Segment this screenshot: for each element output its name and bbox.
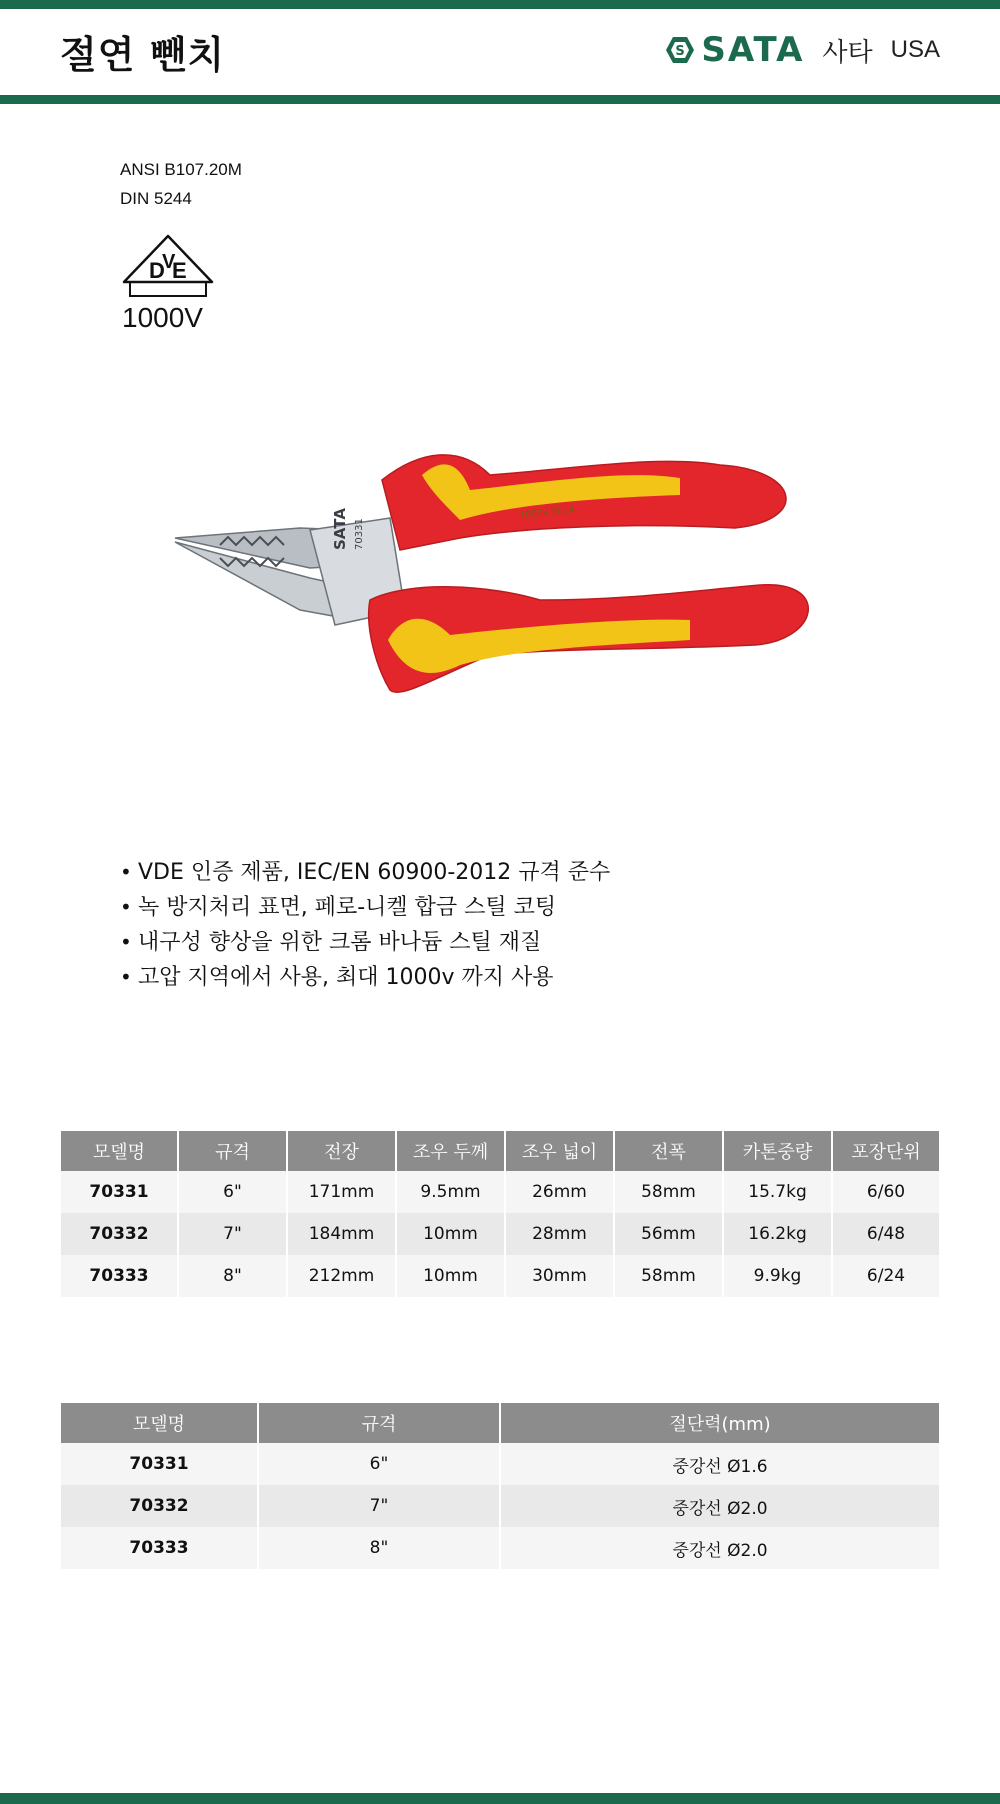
spec-cell: 6/48 (832, 1213, 939, 1255)
cutting-capacity-table (61, 1403, 939, 1569)
vde-voltage-rating: 1000V (122, 302, 203, 333)
spec-cell: 9.9kg (723, 1255, 832, 1297)
spec-cell: 58mm (614, 1255, 723, 1297)
spec-cell: 7" (178, 1213, 287, 1255)
table-row (61, 1527, 939, 1569)
top-accent-bar (0, 0, 1000, 9)
insulated-pliers-image (160, 450, 830, 720)
spec-cell: 171mm (287, 1171, 396, 1213)
spec-cell: 10mm (396, 1255, 505, 1297)
feature-item: • 내구성 향상을 위한 크롬 바나듐 스틸 재질 (120, 925, 610, 960)
spec-header-cell: 전장 (287, 1131, 396, 1171)
spec-cell-model: 70333 (61, 1255, 178, 1297)
spec-cell: 6/24 (832, 1255, 939, 1297)
spec-cell: 16.2kg (723, 1213, 832, 1255)
spec-cell: 15.7kg (723, 1171, 832, 1213)
svg-text:S: S (675, 44, 686, 59)
table-row (61, 1171, 939, 1213)
spec-cell: 26mm (505, 1171, 614, 1213)
cut-table-header-row (61, 1403, 939, 1443)
brand-wordmark: SATA (701, 30, 805, 70)
cut-cell: 중강선 Ø1.6 (500, 1443, 939, 1485)
cut-cell: 중강선 Ø2.0 (500, 1527, 939, 1569)
spec-cell: 6/60 (832, 1171, 939, 1213)
spec-header-cell: 카톤중량 (723, 1131, 832, 1171)
sata-emblem-icon (665, 35, 695, 65)
spec-cell-model: 70331 (61, 1171, 178, 1213)
spec-cell: 10mm (396, 1213, 505, 1255)
spec-header-cell: 조우 넓이 (505, 1131, 614, 1171)
header-divider-bar (0, 95, 1000, 104)
cut-header-cell: 모델명 (61, 1403, 258, 1443)
handle-rating-imprint: 1000V 2014 (519, 505, 575, 521)
spec-cell: 6" (178, 1171, 287, 1213)
feature-item: • 고압 지역에서 사용, 최대 1000v 까지 사용 (120, 960, 610, 995)
page-title: 절연 뺀치 (60, 33, 226, 77)
spec-header-cell: 포장단위 (832, 1131, 939, 1171)
spec-cell: 8" (178, 1255, 287, 1297)
vde-letter-v: V (162, 251, 176, 273)
feature-item: • VDE 인증 제품, IEC/EN 60900-2012 규격 준수 (120, 855, 610, 890)
vde-letter-e: E (172, 258, 187, 283)
spec-cell: 9.5mm (396, 1171, 505, 1213)
sata-logo (665, 30, 804, 70)
table-row (61, 1255, 939, 1297)
table-row (61, 1485, 939, 1527)
bottom-accent-bar (0, 1793, 1000, 1804)
spec-cell: 212mm (287, 1255, 396, 1297)
brand-korean-name: 사타 (822, 37, 873, 68)
brand-region: USA (890, 36, 940, 63)
vde-letter-d: D (149, 258, 165, 283)
cut-cell-model: 70332 (61, 1485, 258, 1527)
spec-header-cell: 모델명 (61, 1131, 178, 1171)
feature-list (120, 855, 610, 995)
cut-cell: 7" (258, 1485, 500, 1527)
cut-header-cell: 규격 (258, 1403, 500, 1443)
feature-item: • 녹 방지처리 표면, 페로-니켈 합금 스틸 코팅 (120, 890, 610, 925)
spec-table (61, 1131, 939, 1297)
pliers-model-imprint: 70331 (354, 518, 365, 550)
cut-cell: 8" (258, 1527, 500, 1569)
spec-header-cell: 전폭 (614, 1131, 723, 1171)
standard-din: DIN 5244 (120, 189, 192, 208)
spec-header-cell: 규격 (178, 1131, 287, 1171)
table-row (61, 1213, 939, 1255)
pliers-brand-imprint: SATA (331, 508, 349, 550)
cut-cell-model: 70331 (61, 1443, 258, 1485)
spec-cell: 56mm (614, 1213, 723, 1255)
cut-cell-model: 70333 (61, 1527, 258, 1569)
spec-header-cell: 조우 두께 (396, 1131, 505, 1171)
table-row (61, 1443, 939, 1485)
brand-area (665, 30, 940, 70)
spec-cell: 58mm (614, 1171, 723, 1213)
spec-cell: 28mm (505, 1213, 614, 1255)
standard-ansi: ANSI B107.20M (120, 160, 242, 179)
spec-cell: 184mm (287, 1213, 396, 1255)
spec-cell: 30mm (505, 1255, 614, 1297)
cut-header-cell: 절단력(mm) (500, 1403, 939, 1443)
spec-table-header-row (61, 1131, 939, 1171)
spec-cell-model: 70332 (61, 1213, 178, 1255)
cut-cell: 6" (258, 1443, 500, 1485)
cut-cell: 중강선 Ø2.0 (500, 1485, 939, 1527)
